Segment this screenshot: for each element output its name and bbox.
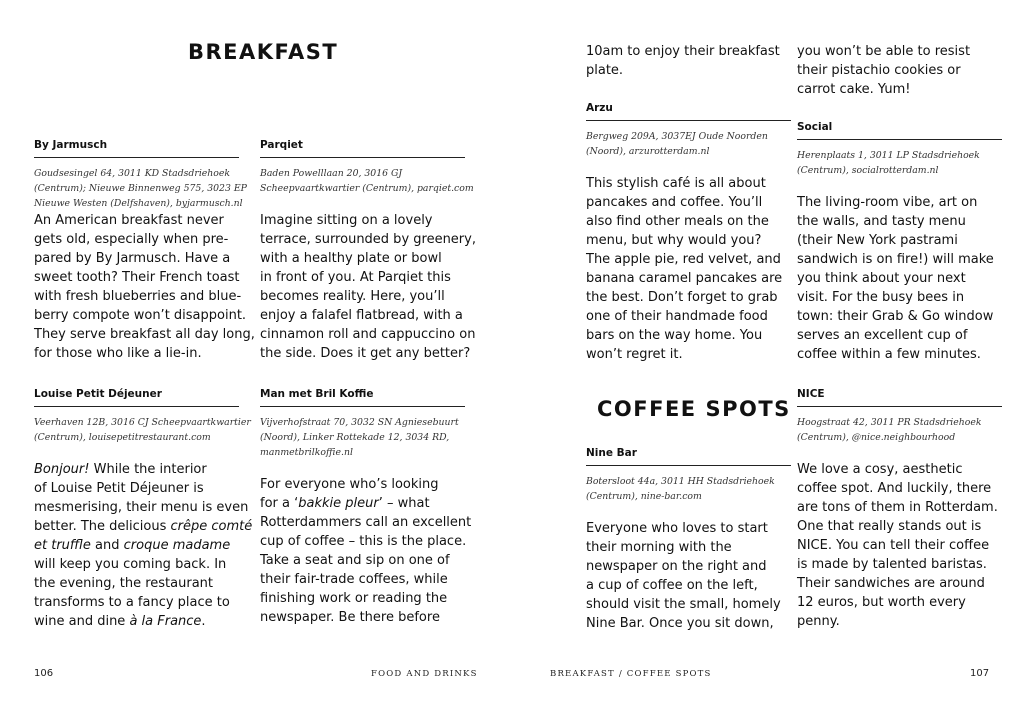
- entry-address: Hoogstraat 42, 3011 PR Stadsdriehoek (Centrum), @nice.neighbourhood: [797, 417, 982, 443]
- page-number: 107: [970, 668, 990, 679]
- entry-social: [797, 121, 1002, 364]
- page-heading-breakfast: BREAKFAST: [188, 40, 339, 64]
- entry-description: We love a cosy, aesthetic coffee spot. And luckily, there are tons of them in Rotterdam. One that really stands out is NICE. You can tell their coffee is made by talented baristas. Their sandwiches are around 12 euros, but worth every penny.: [797, 462, 998, 629]
- entry-description: Bonjour! While the interior of Louise Petit Déjeuner is mesmerising, their menu is even better. The delicious crêpe comté et truffle and croque madame will keep you coming back. In the evening, the restaurant transforms to a fancy place to wine and dine à la France.: [34, 462, 253, 629]
- entry-louise-petit-dejeuner: [34, 388, 253, 631]
- page-number: 106: [34, 668, 54, 679]
- divider: [34, 406, 239, 407]
- entry-address: Goudsesingel 64, 3011 KD Stadsdriehoek (Centrum); Nieuwe Binnenweg 575, 3023 EP Nieuwe Westen (Delfshaven), byjarmusch.nl: [34, 168, 247, 209]
- entry-address: Veerhaven 12B, 3016 CJ Scheepvaartkwartier (Centrum), louisepetitrestaurant.com: [34, 417, 251, 443]
- entry-description: Everyone who loves to start their morning with the newspaper on the right and a cup of coffee on the left, should visit the small, homely Nine Bar. Once you sit down,: [586, 521, 781, 631]
- entry-address: Bergweg 209A, 3037EJ Oude Noorden (Noord), arzurotterdam.nl: [586, 131, 768, 157]
- continued-text: 10am to enjoy their breakfast plate.: [586, 44, 780, 78]
- entry-man-met-bril-koffie: [260, 388, 472, 627]
- entry-name: Social: [797, 121, 833, 133]
- entry-nine-bar: [586, 447, 791, 633]
- entry-by-jarmusch: [34, 139, 255, 363]
- section-heading-coffee-spots: COFFEE SPOTS: [597, 397, 791, 421]
- running-footer: BREAKFAST / COFFEE SPOTS: [550, 669, 712, 679]
- entry-name: Nine Bar: [586, 447, 637, 459]
- entry-name: By Jarmusch: [34, 139, 108, 151]
- entry-address: Herenplaats 1, 3011 LP Stadsdriehoek (Centrum), socialrotterdam.nl: [797, 150, 980, 176]
- divider: [586, 120, 791, 121]
- entry-address: Botersloot 44a, 3011 HH Stadsdriehoek (Centrum), nine-bar.com: [586, 476, 775, 502]
- entry-nice: [797, 388, 1002, 631]
- entry-address: Vijverhofstraat 70, 3032 SN Agniesebuurt (Noord), Linker Rottekade 12, 3034 RD, manmetbrilkoffie.nl: [260, 417, 459, 458]
- entry-parqiet: [260, 139, 476, 363]
- entry-name: NICE: [797, 388, 825, 400]
- entry-description: An American breakfast never gets old, especially when pre- pared by By Jarmusch. Have a sweet tooth? Their French toast with fresh blueberries and blue- berry compote won’t disappoint. They serve breakfast all day long, for those who like a lie-in.: [34, 213, 255, 361]
- running-footer: FOOD AND DRINKS: [371, 669, 478, 679]
- divider: [797, 406, 1002, 407]
- divider: [797, 139, 1002, 140]
- divider: [260, 406, 465, 407]
- entry-description: The living-room vibe, art on the walls, and tasty menu (their New York pastrami sandwich is on fire!) will make you think about your next visit. For the busy bees in town: their Grab & Go window serves an excellent cup of coffee within a few minutes.: [797, 195, 994, 362]
- entry-name: Arzu: [586, 102, 613, 114]
- entry-arzu: [586, 102, 791, 364]
- entry-description: This stylish café is all about pancakes and coffee. You’ll also find other meals on the menu, but why would you? The apple pie, red velvet, and banana caramel pancakes are the best. Don’t forget to grab one of their handmade food bars on the way home. You won’t regret it.: [586, 176, 783, 362]
- divider: [586, 465, 791, 466]
- divider: [260, 157, 465, 158]
- entry-description: For everyone who’s looking for a ‘bakkie pleur’ – what Rotterdammers call an excellent cup of coffee – this is the place. Take a seat and sip on one of their fair-trade coffees, while finishing work or reading the newspaper. Be there before: [260, 477, 472, 625]
- divider: [34, 157, 239, 158]
- entry-name: Man met Bril Koffie: [260, 388, 374, 400]
- entry-name: Parqiet: [260, 139, 303, 151]
- continued-text: you won’t be able to resist their pistachio cookies or carrot cake. Yum!: [797, 44, 971, 97]
- entry-address: Baden Powelllaan 20, 3016 GJ Scheepvaartkwartier (Centrum), parqiet.com: [260, 168, 474, 194]
- entry-name: Louise Petit Déjeuner: [34, 388, 162, 400]
- entry-description: Imagine sitting on a lovely terrace, surrounded by greenery, with a healthy plate or bowl in front of you. At Parqiet this becomes reality. Here, you’ll enjoy a falafel flatbread, with a cinnamon roll and cappuccino on the side. Does it get any better?: [260, 213, 476, 361]
